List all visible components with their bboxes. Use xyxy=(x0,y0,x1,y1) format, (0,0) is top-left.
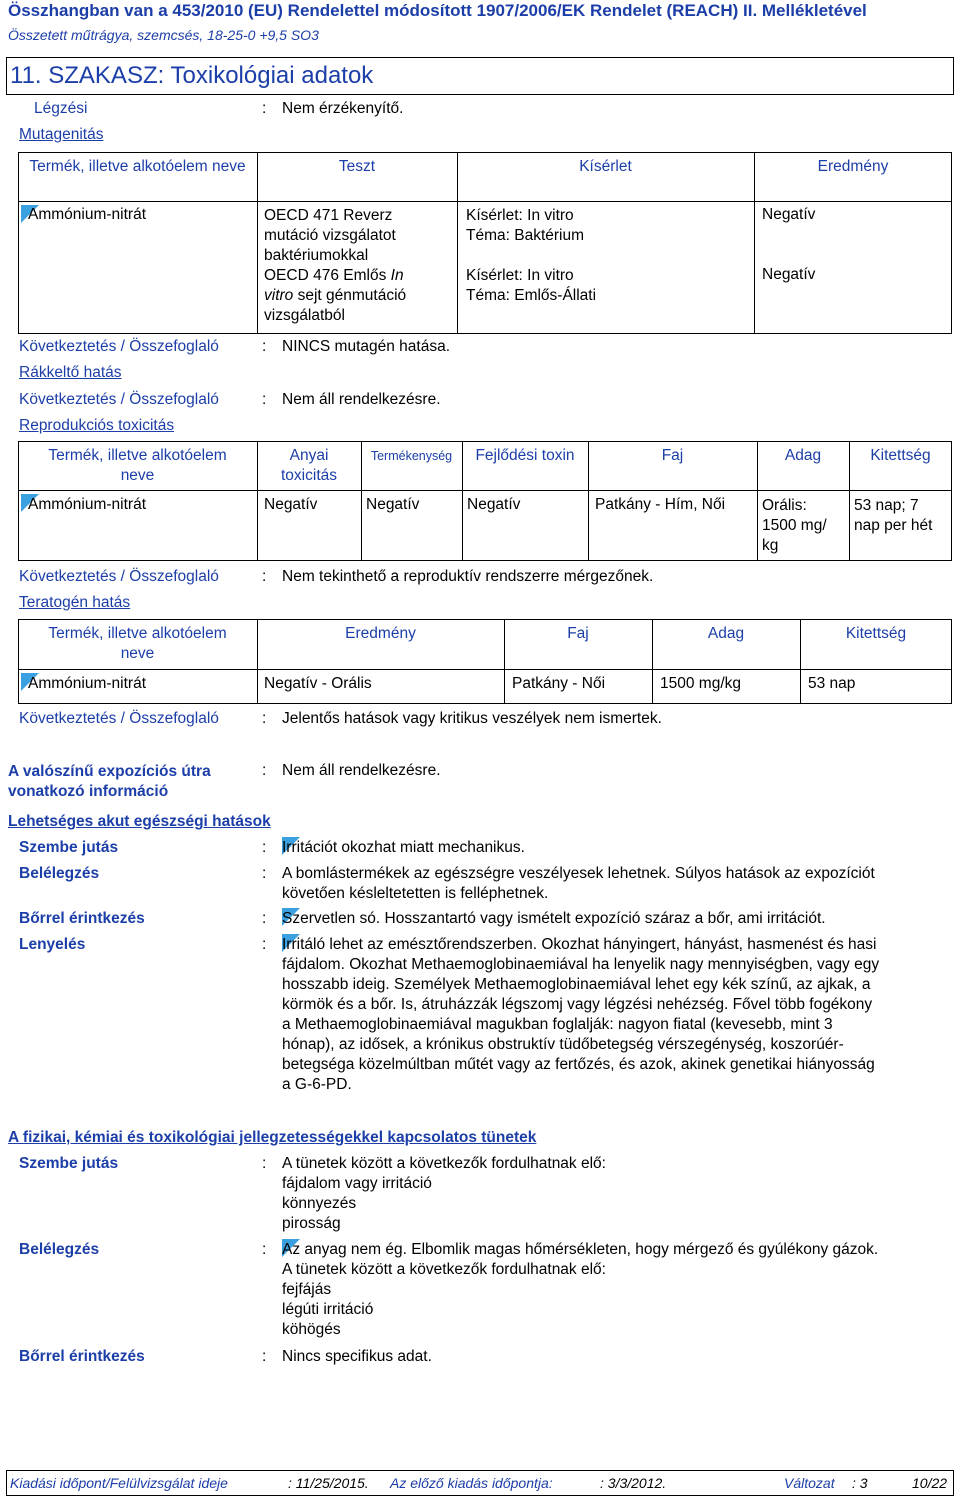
colon: : xyxy=(262,1241,267,1258)
skin-symptoms: Nincs specifikus adat. xyxy=(282,1348,432,1365)
test-line: mutáció vizsgálatot xyxy=(264,227,396,244)
eye-contact-label: Szembe jutás xyxy=(19,1155,119,1172)
version-label: Változat xyxy=(784,1475,835,1491)
acute-effects-heading: Lehetséges akut egészségi hatások xyxy=(8,813,271,830)
developmental-cell: Negatív xyxy=(467,496,521,513)
experiment-cell xyxy=(466,266,596,306)
conclusion-label: Következtetés / Összefoglaló xyxy=(19,391,219,408)
product-name-cell: Ammónium-nitrát xyxy=(28,496,146,513)
exposure-line: nap per hét xyxy=(854,517,933,534)
test-cell xyxy=(264,206,406,326)
colon: : xyxy=(262,391,267,408)
symptoms-heading: A fizikai, kémiai és toxikológiai jellegzetességekkel kapcsolatos tünetek xyxy=(8,1129,537,1146)
text-line: A tünetek között a következők fordulhatnak elő: xyxy=(282,1155,606,1172)
issue-date-label: Kiadási időpont/Felülvizsgálat ideje xyxy=(10,1475,228,1491)
previous-issue-value: : 3/3/2012. xyxy=(600,1475,667,1491)
conclusion-label: Következtetés / Összefoglaló xyxy=(19,338,219,355)
experiment-cell xyxy=(466,206,584,246)
experiment-line: Kísérlet: In vitro xyxy=(466,207,574,224)
reproductive-conclusion: Nem tekinthető a reproduktív rendszerre mérgezőnek. xyxy=(282,568,654,585)
version-value: : 3 xyxy=(852,1475,868,1491)
colon: : xyxy=(262,100,267,117)
text-line: a G-6-PD. xyxy=(282,1076,352,1093)
column-header-product xyxy=(18,624,257,664)
text-line: fejfájás xyxy=(282,1281,332,1298)
inhalation-label: Belélegzés xyxy=(19,865,100,882)
table-divider xyxy=(457,152,458,334)
page-number: 10/22 xyxy=(912,1475,948,1491)
eye-contact-value: Irritációt okozhat miatt mechanikus. xyxy=(282,839,525,856)
header-line: toxicitás xyxy=(281,467,337,484)
fertility-cell: Negatív xyxy=(366,496,420,513)
inhalation-label: Belélegzés xyxy=(19,1241,100,1258)
colon: : xyxy=(262,1348,267,1365)
header-line: Termék, illetve alkotóelem xyxy=(48,447,227,464)
table-divider xyxy=(754,152,755,334)
column-header-result: Eredmény xyxy=(345,625,416,642)
text-line: fájdalom. Okozhat Methaemoglobinaemiával ha lenyelik nagy mennyiségben, vagy egy xyxy=(282,956,880,973)
text-line: betegséga közelmúltban műtét vagy az fertőzés, és azok, akinek genetikai hiányosság xyxy=(282,1056,875,1073)
mutagenicity-heading: Mutagenitás xyxy=(19,126,104,143)
eye-contact-label: Szembe jutás xyxy=(19,839,119,856)
text-line: könnyezés xyxy=(282,1195,357,1212)
colon: : xyxy=(262,910,267,927)
column-header-test: Teszt xyxy=(338,158,376,175)
text-line: Irritáló lehet az emésztőrendszerben. Okozhat hányingert, hányást, hasmenést és hasi xyxy=(282,936,877,953)
text-line: A tünetek között a következők fordulhatnak elő: xyxy=(282,1261,606,1278)
table-divider xyxy=(257,152,258,334)
result-cell: Negatív xyxy=(762,206,816,223)
exposure-line: 53 nap; 7 xyxy=(854,497,919,514)
skin-contact-label: Bőrrel érintkezés xyxy=(19,910,145,927)
column-header-experiment: Kísérlet xyxy=(579,158,632,175)
column-header-species: Faj xyxy=(567,625,589,642)
column-header-species: Faj xyxy=(661,447,684,464)
column-header-maternal xyxy=(257,446,361,486)
experiment-line: Kísérlet: In vitro xyxy=(466,267,574,284)
dose-line: Orális: xyxy=(762,497,807,514)
previous-issue-label: Az előző kiadás időpontja: xyxy=(390,1475,553,1491)
product-name-cell: Ammónium-nitrát xyxy=(28,675,146,692)
table-divider xyxy=(18,669,952,670)
inhalation-symptoms xyxy=(282,1240,878,1340)
issue-date-value: : 11/25/2015. xyxy=(288,1475,369,1491)
teratogenicity-conclusion: Jelentős hatások vagy kritikus veszélyek nem ismertek. xyxy=(282,710,662,727)
dose-line: kg xyxy=(762,537,779,554)
dose-line: 1500 mg/ xyxy=(762,517,827,534)
conclusion-label: Következtetés / Összefoglaló xyxy=(19,568,219,585)
table-divider xyxy=(18,490,952,491)
respiratory-label: Légzési xyxy=(34,100,88,117)
text-line: Az anyag nem ég. Elbomlik magas hőmérsékleten, hogy mérgező és gyúlékony gázok. xyxy=(282,1241,879,1258)
section-title: 11. SZAKASZ: Toxikológiai adatok xyxy=(10,62,374,89)
skin-contact-label: Bőrrel érintkezés xyxy=(19,1348,145,1365)
column-header-dose: Adag xyxy=(784,447,822,464)
colon: : xyxy=(262,1155,267,1172)
column-header-dose: Adag xyxy=(707,625,745,642)
column-header-exposure: Kitettség xyxy=(845,625,907,642)
test-line: baktériumokkal xyxy=(264,247,369,264)
exposure-routes-label xyxy=(8,762,211,802)
mutagenicity-conclusion: NINCS mutagén hatása. xyxy=(282,338,451,355)
exposure-routes-value: Nem áll rendelkezésre. xyxy=(282,762,441,779)
eye-symptoms xyxy=(282,1154,606,1234)
document-regulation-title: Összhangban van a 453/2010 (EU) Rendelettel módosított 1907/2006/EK Rendelet (REACH) II. Mellékletével xyxy=(8,1,867,20)
header-line: neve xyxy=(120,645,155,662)
test-line: OECD 471 Reverz xyxy=(264,207,393,224)
header-line: neve xyxy=(120,467,155,484)
column-header-product: Termék, illetve alkotóelem neve xyxy=(29,158,246,175)
text-line: fájdalom vagy irritáció xyxy=(282,1175,432,1192)
species-cell: Patkány - Női xyxy=(512,675,606,692)
column-header-result: Eredmény xyxy=(817,158,889,175)
test-line xyxy=(264,286,406,306)
test-line xyxy=(264,266,406,286)
colon: : xyxy=(262,338,267,355)
carcinogenicity-heading: Rákkeltő hatás xyxy=(19,364,122,381)
header-line: Termék, illetve alkotóelem xyxy=(48,625,227,642)
product-name: Összetett műtrágya, szemcsés, 18-25-0 +9,5 SO3 xyxy=(8,27,319,43)
text-line: körmök és a bőr. Is, átruházzák légszomj vagy légzési nehézség. Fővel több fogékony xyxy=(282,996,873,1013)
inhalation-value xyxy=(282,864,875,904)
ingestion-label: Lenyelés xyxy=(19,936,86,953)
conclusion-label: Következtetés / Összefoglaló xyxy=(19,710,219,727)
experiment-line: Téma: Baktérium xyxy=(466,227,585,244)
colon: : xyxy=(262,865,267,882)
colon: : xyxy=(262,710,267,727)
colon: : xyxy=(262,762,267,779)
skin-contact-value: Szervetlen só. Hosszantartó vagy ismételt expozíció száraz a bőr, ami irritációt. xyxy=(282,910,826,927)
test-line-text: OECD 476 Emlős xyxy=(264,267,387,284)
result-cell: Negatív xyxy=(762,266,816,283)
maternal-cell: Negatív xyxy=(264,496,318,513)
exposure-cell xyxy=(854,496,932,536)
ingestion-value xyxy=(282,935,879,1095)
header-line: Anyai xyxy=(289,447,329,464)
text-line: légúti irritáció xyxy=(282,1301,374,1318)
colon: : xyxy=(262,568,267,585)
colon: : xyxy=(262,839,267,856)
column-header-fertility: Termékenység xyxy=(370,449,453,463)
colon: : xyxy=(262,936,267,953)
experiment-line: Téma: Emlős-Állati xyxy=(466,287,597,304)
text-line: hosszabb ideig. Személyek Methaemoglobinaemiával lehet egy kék színű, az ajkak, a xyxy=(282,976,871,993)
text-line: a Methaemoglobinaemiával magukban foglalják: nagyon fiatal (kevesebb, mint 3 xyxy=(282,1016,833,1033)
text-line: A bomlástermékek az egészségre veszélyesek lehetnek. Súlyos hatások az expozíciót xyxy=(282,865,875,882)
dose-cell xyxy=(762,496,827,556)
test-line: vizsgálatból xyxy=(264,307,345,324)
table-divider xyxy=(18,201,952,202)
product-name-cell: Ammónium-nitrát xyxy=(28,206,146,223)
text-line: hónap), az idősek, a krónikus obstruktív tüdőbetegség vérszegénység, koszorúér- xyxy=(282,1036,844,1053)
label-line: vonatkozó információ xyxy=(8,783,169,800)
carcinogenicity-conclusion: Nem áll rendelkezésre. xyxy=(282,391,441,408)
test-line-italic: In xyxy=(390,267,404,284)
text-line: követően késleltetetten is felléphetnek. xyxy=(282,885,549,902)
test-line-italic: vitro xyxy=(264,287,294,304)
result-cell: Negatív - Orális xyxy=(264,675,372,692)
column-header-exposure: Kitettség xyxy=(870,447,931,464)
respiratory-value: Nem érzékenyítő. xyxy=(282,100,404,117)
test-line-text: sejt génmutáció xyxy=(293,287,407,304)
label-line: A valószínű expozíciós útra xyxy=(8,763,211,780)
exposure-cell: 53 nap xyxy=(808,675,856,692)
column-header-developmental: Fejlődési toxin xyxy=(475,447,575,464)
column-header-product xyxy=(18,446,257,486)
dose-cell: 1500 mg/kg xyxy=(660,675,741,692)
species-cell: Patkány - Hím, Női xyxy=(595,496,726,513)
reproductive-heading: Reprodukciós toxicitás xyxy=(19,417,175,434)
text-line: köhögés xyxy=(282,1321,341,1338)
teratogenicity-heading: Teratogén hatás xyxy=(19,594,131,611)
text-line: pirosság xyxy=(282,1215,341,1232)
